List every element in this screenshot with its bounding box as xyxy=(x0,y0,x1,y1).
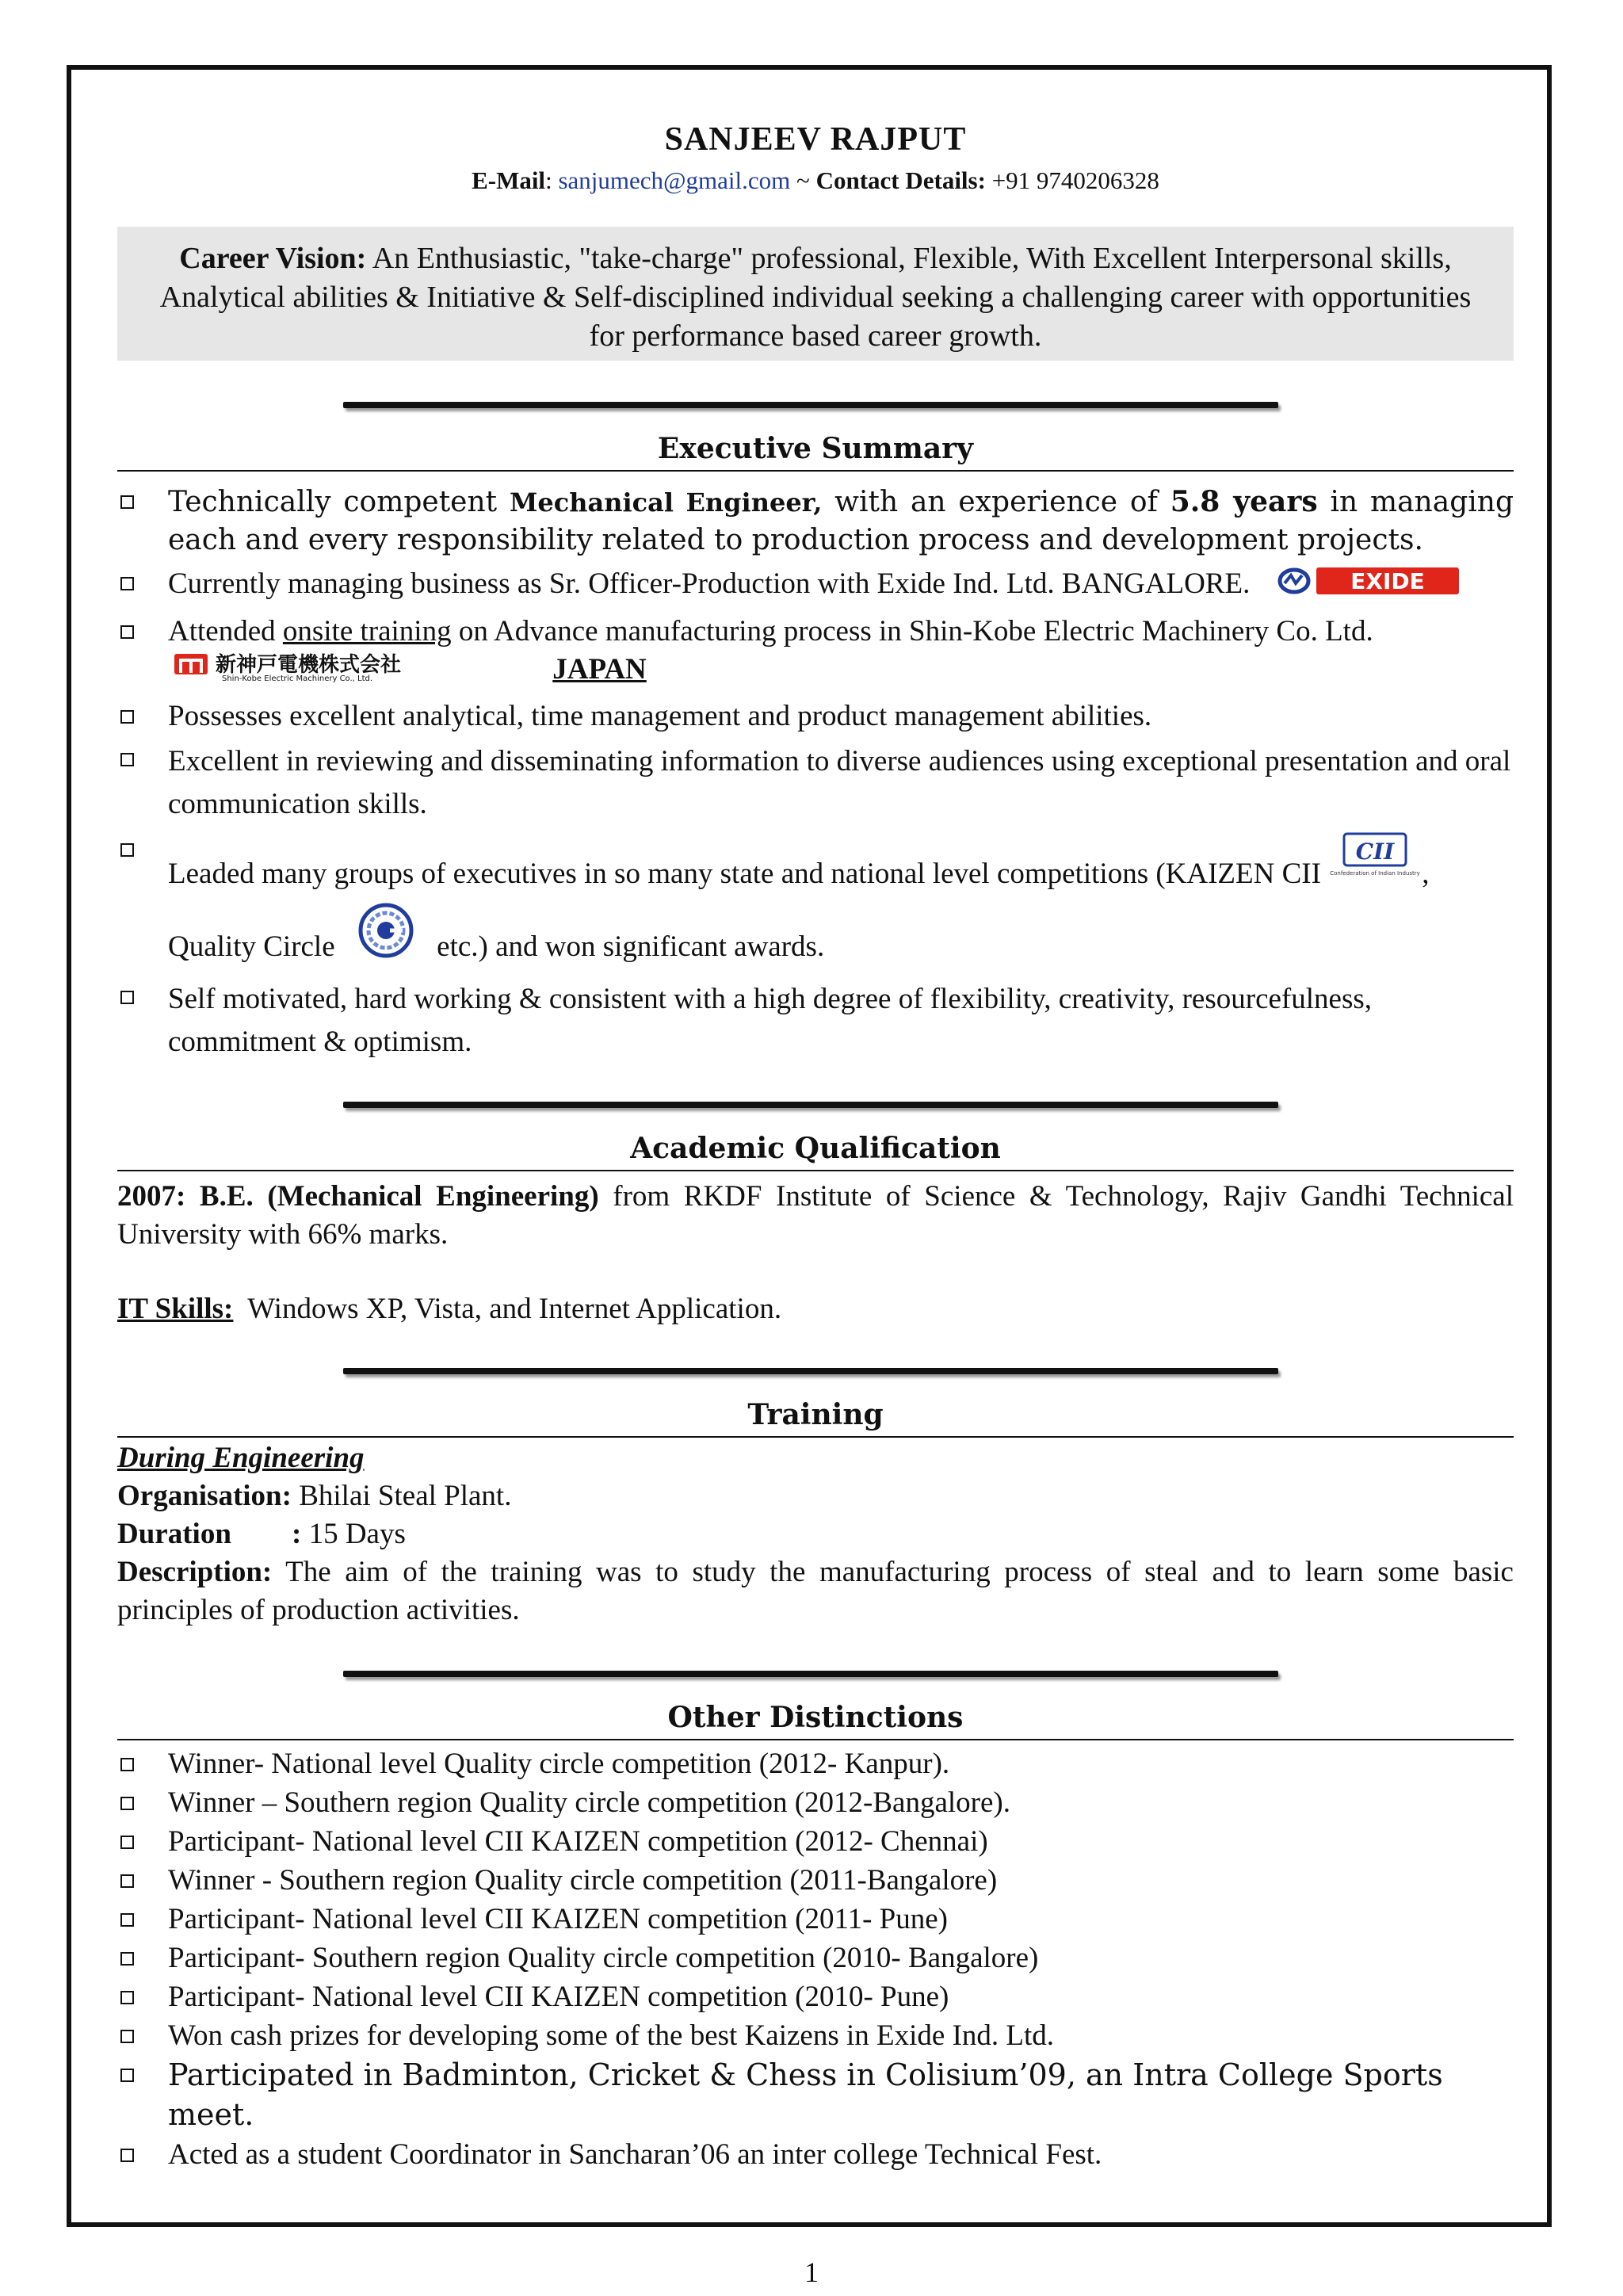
list-item: Currently managing business as Sr. Officer-Production with Exide Ind. Ltd. BANGALORE. EXIDE xyxy=(117,564,1514,608)
list-item: Technically competent Mechanical Engineer, with an experience of 5.8 years in managing each and every responsibility related to production process and development projects. xyxy=(117,483,1514,560)
email-label: E-Mail xyxy=(472,166,546,194)
career-vision-label: Career Vision: xyxy=(179,242,367,275)
exide-logo-icon xyxy=(1277,564,1461,608)
section-divider xyxy=(343,1671,1278,1677)
training-description: Description: The aim of the training was to study the manufacturing process of steal and to learn some basic principles of production activities. xyxy=(117,1556,1514,1627)
list-item: Participant- National level CII KAIZEN competition (2012- Chennai) xyxy=(117,1823,1514,1861)
training-duration: Duration : 15 Days xyxy=(117,1518,406,1551)
list-item: Participant- Southern region Quality circle competition (2010- Bangalore) xyxy=(117,1939,1514,1977)
section-divider xyxy=(343,1368,1278,1374)
list-item: Leaded many groups of executives in so many state and national level competitions (KAIZEN CII CII Confederation of Indian Industry , Quality Circle etc.) and won significant awards. xyxy=(117,831,1514,973)
list-item: Participant- National level CII KAIZEN competition (2011- Pune) xyxy=(117,1901,1514,1939)
svg-text:新神戸電機株式会社: 新神戸電機株式会社 xyxy=(216,653,402,678)
training-subheading: During Engineering xyxy=(117,1442,365,1475)
svg-text:EXIDE: EXIDE xyxy=(1350,568,1425,594)
career-vision-box xyxy=(117,227,1514,361)
degree-entry: 2007: B.E. (Mechanical Engineering) from RKDF Institute of Science & Technology, Rajiv Gandhi Technical University with 66% marks. xyxy=(117,1180,1514,1251)
email-link[interactable]: sanjumech@gmail.com xyxy=(558,166,791,194)
list-item: Won cash prizes for developing some of the best Kaizens in Exide Ind. Ltd. xyxy=(117,2017,1514,2055)
resume-content xyxy=(117,117,1514,2175)
executive-summary-list xyxy=(117,483,1514,1064)
quality-circle-logo-icon xyxy=(353,900,418,973)
japan-label: JAPAN xyxy=(552,653,647,686)
checkbox-bullet-icon xyxy=(120,1874,134,1888)
checkbox-bullet-icon xyxy=(120,1797,134,1810)
candidate-name: SANJEEV RAJPUT xyxy=(664,121,967,158)
executive-summary-heading: Executive Summary xyxy=(117,432,1514,472)
checkbox-bullet-icon xyxy=(120,495,134,509)
it-skills: IT Skills: Windows XP, Vista, and Internet Application. xyxy=(117,1293,782,1326)
checkbox-bullet-icon xyxy=(120,1991,134,2004)
section-divider xyxy=(343,402,1278,408)
checkbox-bullet-icon xyxy=(120,710,134,724)
contact-label: Contact Details: xyxy=(815,166,986,194)
contact-separator: ~ xyxy=(796,166,810,194)
list-item: Excellent in reviewing and disseminating information to diverse audiences using exceptional presentation and oral communication skills. xyxy=(117,740,1514,826)
svg-text:Shin-Kobe Electric Machinery C: Shin-Kobe Electric Machinery Co., Ltd. xyxy=(222,674,373,684)
list-item: Participant- National level CII KAIZEN competition (2010- Pune) xyxy=(117,1978,1514,2016)
list-item: Acted as a student Coordinator in Sancharan’06 an inter college Technical Fest. xyxy=(117,2136,1514,2174)
list-item: Winner – Southern region Quality circle competition (2012-Bangalore). xyxy=(117,1784,1514,1822)
other-distinctions-heading: Other Distinctions xyxy=(117,1701,1514,1740)
list-item: Self motivated, hard working & consistent with a high degree of flexibility, creativity, resourcefulness, commitment & optimism. xyxy=(117,978,1514,1064)
svg-text:Confederation of Indian Indust: Confederation of Indian Industry xyxy=(1330,870,1420,877)
page-number: 1 xyxy=(804,2256,819,2288)
list-item: Possesses excellent analytical, time management and product management abilities. xyxy=(117,697,1514,735)
checkbox-bullet-icon xyxy=(120,625,134,639)
training-heading: Training xyxy=(117,1398,1514,1438)
checkbox-bullet-icon xyxy=(120,577,134,590)
list-item: Winner - Southern region Quality circle competition (2011-Bangalore) xyxy=(117,1862,1514,1900)
checkbox-bullet-icon xyxy=(120,2030,134,2043)
checkbox-bullet-icon xyxy=(120,843,134,857)
checkbox-bullet-icon xyxy=(120,991,134,1004)
career-vision-text: An Enthusiastic, "take-charge" professional, Flexible, With Excellent Interpersonal skills, Analytical abilities & Initiative & Self-disciplined individual seeking a challenging career with opportunities for performance based career growth. xyxy=(159,242,1472,353)
phone-number: +91 9740206328 xyxy=(991,166,1159,194)
list-item: Attended onsite training on Advance manufacturing process in Shin-Kobe Electric Machinery Co. Ltd. 新神戸電機株式会社 Shin-Kobe Electric Machinery Co., Ltd. JAPAN xyxy=(117,613,1514,693)
distinctions-list xyxy=(117,1745,1514,2174)
section-divider xyxy=(343,1102,1278,1108)
checkbox-bullet-icon xyxy=(120,1836,134,1849)
training-organisation: Organisation: Bhilai Steal Plant. xyxy=(117,1480,512,1513)
cii-logo-icon xyxy=(1330,831,1420,900)
svg-text:CII: CII xyxy=(1355,839,1395,865)
onsite-training-link[interactable]: onsite training xyxy=(282,615,452,648)
checkbox-bullet-icon xyxy=(120,1952,134,1966)
checkbox-bullet-icon xyxy=(120,1913,134,1927)
academic-qualification-heading: Academic Qualification xyxy=(117,1132,1514,1171)
list-item: Participated in Badminton, Cricket & Chess in Colisium’09, an Intra College Sports meet. xyxy=(117,2056,1514,2135)
shin-kobe-logo-icon xyxy=(174,651,539,693)
contact-line: E-Mail: sanjumech@gmail.com ~ Contact Details: +91 9740206328 xyxy=(472,166,1159,194)
checkbox-bullet-icon xyxy=(120,1758,134,1771)
list-item: Winner- National level Quality circle competition (2012- Kanpur). xyxy=(117,1745,1514,1783)
checkbox-bullet-icon xyxy=(120,753,134,766)
checkbox-bullet-icon xyxy=(120,2149,134,2162)
checkbox-bullet-icon xyxy=(120,2069,134,2082)
